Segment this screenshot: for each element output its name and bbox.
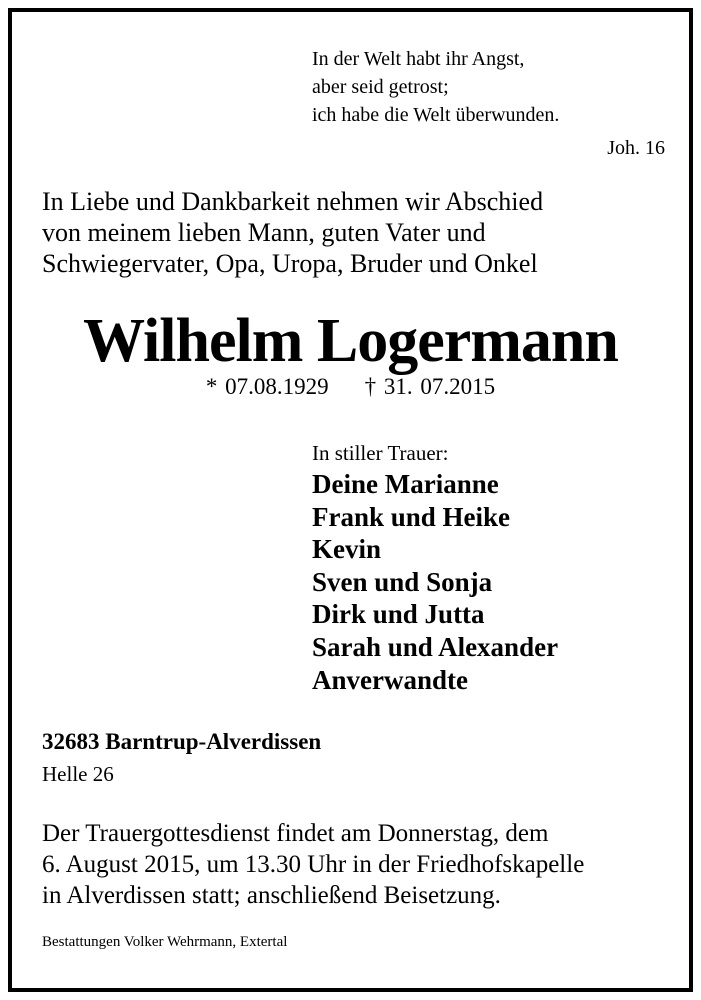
bible-verse xyxy=(312,45,559,129)
birth-date: * 07.08.1929 xyxy=(205,374,329,399)
mourner-name: Dirk und Jutta xyxy=(312,599,485,630)
undertaker-credit: Bestattungen Volker Wehrmann, Extertal xyxy=(42,934,288,950)
death-date: † 31. 07.2015 xyxy=(364,374,496,399)
farewell-text xyxy=(42,186,543,279)
deceased-name: Wilhelm Logermann xyxy=(83,307,618,375)
farewell-line: Schwiegervater, Opa, Uropa, Bruder und Onkel xyxy=(42,249,538,278)
mourner-name: Sven und Sonja xyxy=(312,566,493,597)
mourner-name: Deine Marianne xyxy=(312,469,499,499)
farewell-line: In Liebe und Dankbarkeit nehmen wir Abschied xyxy=(42,187,544,216)
service-line: in Alverdissen statt; anschließend Beisetzung. xyxy=(42,882,501,909)
verse-line: ich habe die Welt überwunden. xyxy=(312,104,560,126)
mourner-name: Kevin xyxy=(312,534,382,565)
verse-line: aber seid getrost; xyxy=(312,76,449,98)
mourner-name: Anverwandte xyxy=(312,664,468,695)
mourner-name: Sarah und Alexander xyxy=(312,631,559,662)
farewell-line: von meinem lieben Mann, guten Vater und xyxy=(42,218,486,247)
address-street: Helle 26 xyxy=(42,762,114,786)
mourners-label: In stiller Trauer: xyxy=(312,441,449,465)
service-line: 6. August 2015, um 13.30 Uhr in der Friedhofskapelle xyxy=(42,851,585,878)
life-dates xyxy=(0,372,701,402)
verse-line: In der Welt habt ihr Angst, xyxy=(312,48,525,70)
address-city: 32683 Barntrup-Alverdissen xyxy=(42,729,322,754)
service-line: Der Trauergottesdienst findet am Donnerstag, dem xyxy=(42,820,549,847)
funeral-service-info xyxy=(42,818,584,911)
verse-source: Joh. 16 xyxy=(607,137,665,159)
mourners-list xyxy=(312,468,558,696)
mourner-name: Frank und Heike xyxy=(312,501,511,532)
